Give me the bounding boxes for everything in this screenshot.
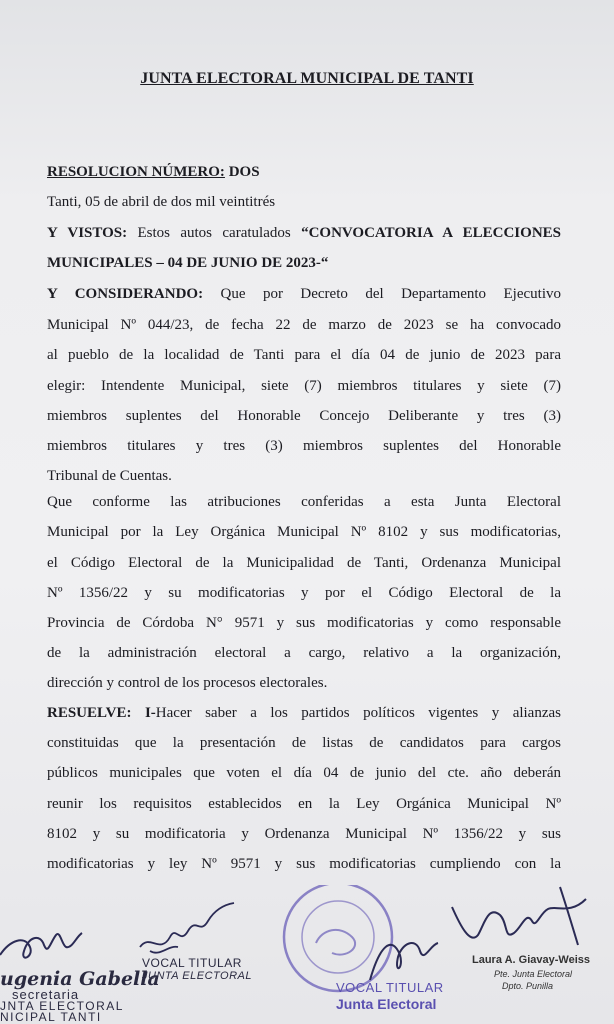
- body-line: Que conforme las atribuciones conferidas a esta Junta Electoral: [47, 494, 561, 510]
- signature-left-name: ugenia Gabella: [0, 968, 160, 990]
- vistos-line: [47, 225, 561, 242]
- resuelve-text: Hacer saber a los partidos políticos vigentes y alianzas: [155, 705, 561, 721]
- signature-right-scribble: [452, 887, 586, 945]
- considerando-line: [47, 286, 561, 303]
- vistos-line-2: [47, 255, 328, 272]
- stamp-role: VOCAL TITULAR: [336, 980, 444, 995]
- date-line: Tanti, 05 de abril de dos mil veintitrés: [47, 194, 276, 210]
- body-line: Tribunal de Cuentas.: [47, 468, 172, 484]
- official-stamp: [284, 885, 392, 991]
- body-line: públicos municipales que voten el día 04 de junio del cte. año deberán: [47, 765, 561, 781]
- body-line: constituidas que la presentación de listas de candidatos para cargos: [47, 735, 561, 751]
- body-line: reunir los requisitos establecidos en la Ley Orgánica Municipal Nº: [47, 796, 561, 812]
- signature-stamp-scribble: [370, 943, 438, 980]
- signature-left-scribble: [0, 933, 82, 958]
- body-line: Municipal por la Ley Orgánica Municipal Nº 8102 y sus modificatorias,: [47, 524, 561, 540]
- signature-right-dept: Dpto. Punilla: [502, 981, 554, 991]
- signature-right-name: Laura A. Giavay-Weiss: [472, 954, 590, 966]
- resuelve-line: [47, 705, 561, 722]
- vistos-title-cont: MUNICIPALES – 04 DE JUNIO DE 2023-“: [47, 255, 329, 271]
- vistos-title: “CONVOCATORIA A ELECCIONES: [301, 225, 561, 241]
- body-line: Municipal Nº 044/23, de fecha 22 de marzo de 2023 se ha convocado: [47, 317, 561, 333]
- body-line: miembros suplentes del Honorable Concejo Deliberante y tres (3): [47, 408, 561, 424]
- stamp-org: Junta Electoral: [336, 996, 437, 1012]
- body-line: de la administración electoral a cargo, relativo a la organización,: [47, 645, 561, 661]
- body-line: 8102 y su modificatoria y Ordenanza Municipal Nº 1356/22 y sus: [47, 826, 561, 842]
- considerando-text: Que por Decreto del Departamento Ejecutivo: [203, 286, 561, 302]
- signature-middle-org: JUNTA ELECTORAL: [142, 970, 252, 982]
- signature-left-role: secretaria: [12, 987, 80, 1002]
- signature-left-org-1: JNTA ELECTORAL: [0, 999, 124, 1013]
- signature-middle-scribble: [140, 903, 234, 953]
- vistos-text: Estos autos caratulados: [127, 225, 302, 241]
- body-line: al pueblo de la localidad de Tanti para el día 04 de junio de 2023 para: [47, 347, 561, 363]
- body-line: Provincia de Córdoba N° 9571 y sus modificatorias y como responsable: [47, 615, 561, 631]
- body-line: Nº 1356/22 y su modificatorias y por el Código Electoral de la: [47, 585, 561, 601]
- resuelve-label: RESUELVE: I-: [47, 705, 156, 721]
- signature-left-org-2: NICIPAL TANTI: [0, 1010, 102, 1024]
- body-line: dirección y control de los procesos electorales.: [47, 675, 328, 691]
- resolution-number: DOS: [224, 164, 260, 180]
- resolution-line: [47, 164, 260, 181]
- considerando-label: Y CONSIDERANDO:: [47, 286, 204, 302]
- vistos-label: Y VISTOS:: [47, 225, 128, 241]
- document-heading: JUNTA ELECTORAL MUNICIPAL DE TANTI: [140, 70, 474, 87]
- body-line: el Código Electoral de la Municipalidad de Tanti, Ordenanza Municipal: [47, 555, 561, 571]
- body-line: elegir: Intendente Municipal, siete (7) miembros titulares y siete (7): [47, 378, 561, 394]
- body-line: miembros titulares y tres (3) miembros suplentes del Honorable: [47, 438, 561, 454]
- signature-right-role: Pte. Junta Electoral: [494, 969, 573, 979]
- body-line: modificatorias y ley Nº 9571 y sus modificatorias cumpliendo con la: [47, 856, 561, 872]
- resolution-label: RESOLUCION NÚMERO:: [47, 164, 225, 180]
- signature-middle-role: VOCAL TITULAR: [142, 956, 242, 970]
